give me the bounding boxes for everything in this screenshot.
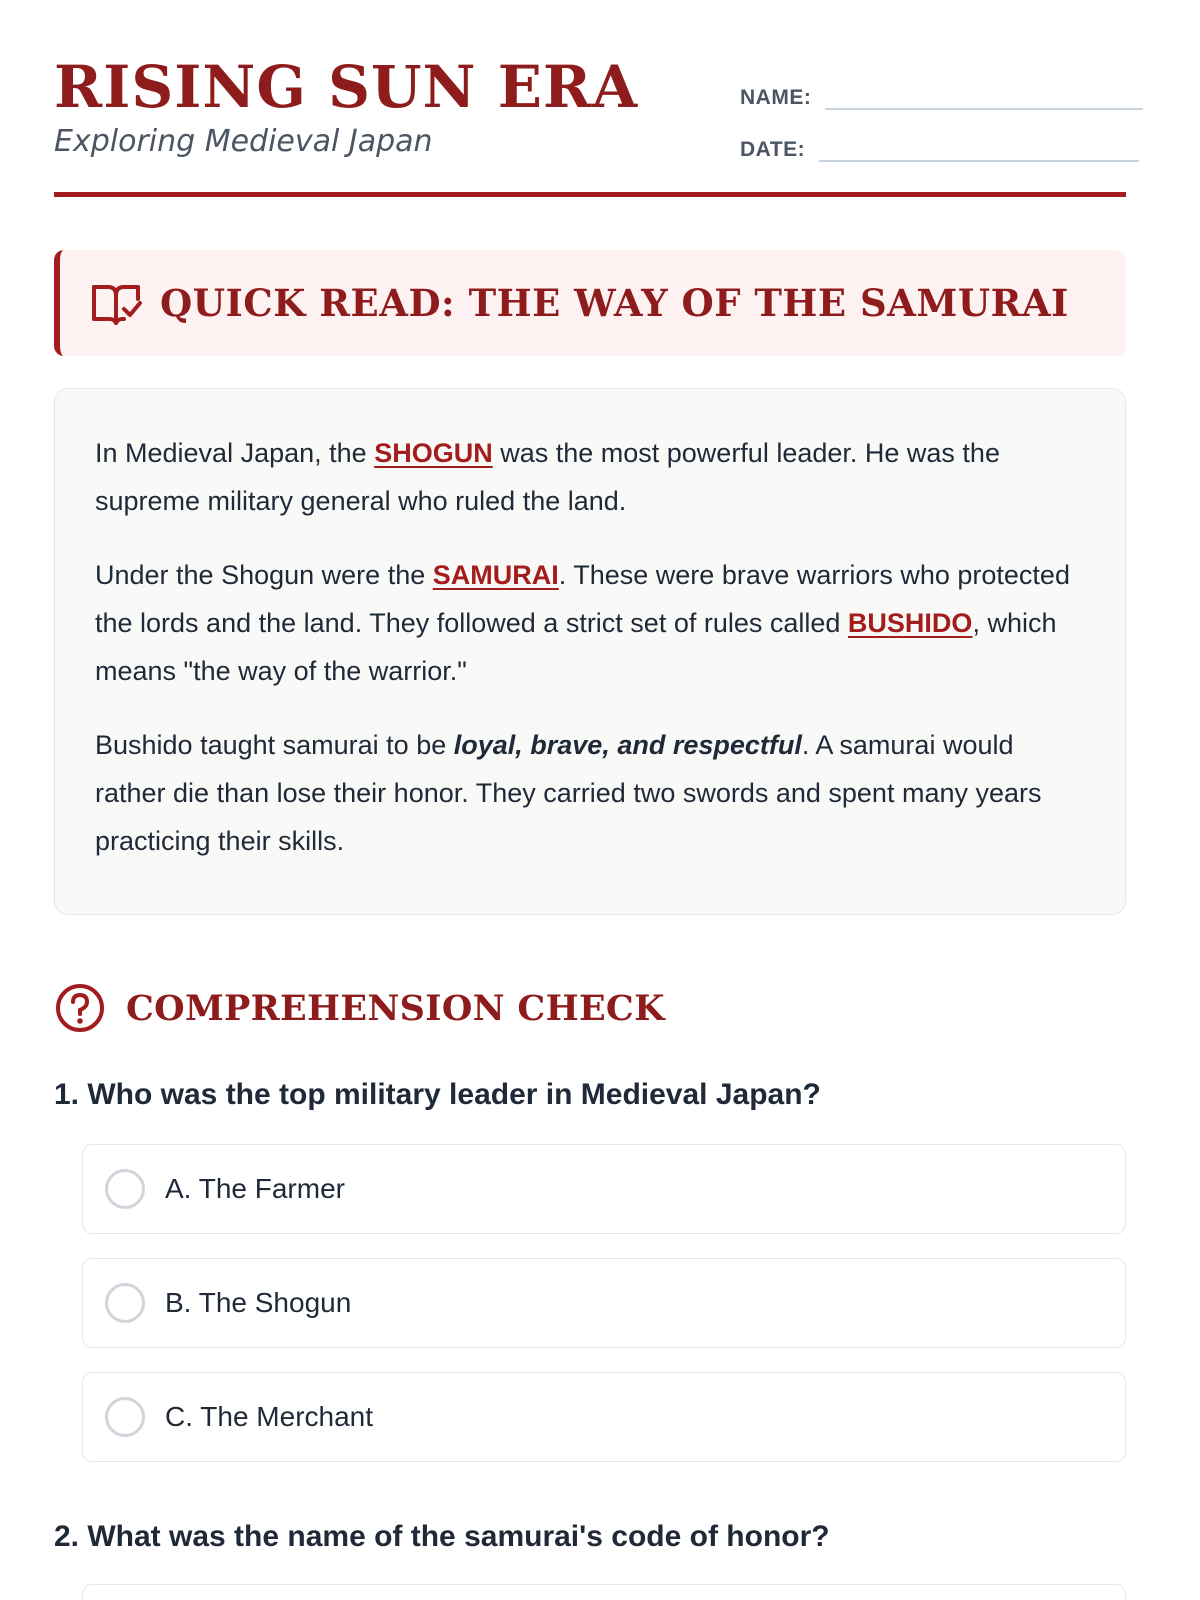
- vocab-term-bushido: BUSHIDO: [847, 608, 973, 638]
- radio-button[interactable]: [105, 1397, 145, 1437]
- quick-read-banner: [54, 250, 1126, 356]
- paragraph-3: [95, 721, 1085, 865]
- answer-option-partial[interactable]: [82, 1584, 1126, 1600]
- text-span: Under the Shogun were the: [95, 560, 433, 590]
- text-span: was the most powerful leader. He was the supreme military general who ruled the land.: [95, 438, 1000, 516]
- quick-read-title: QUICK READ: THE WAY OF THE SAMURAI: [160, 281, 1069, 325]
- worksheet-subtitle: Exploring Medieval Japan: [54, 124, 433, 159]
- text-span: . A samurai would rather die than lose their honor. They carried two swords and spent many years practicing their skills.: [95, 730, 1042, 856]
- paragraph-2: [95, 551, 1085, 695]
- radio-button[interactable]: [105, 1283, 145, 1323]
- text-span: . These were brave warriors who protected the lords and the land. They followed a strict set of rules called: [95, 560, 1070, 638]
- reading-passage: [54, 388, 1126, 915]
- radio-button[interactable]: [105, 1169, 145, 1209]
- header-divider: [54, 192, 1126, 197]
- answer-option-a[interactable]: [82, 1144, 1126, 1234]
- comprehension-heading: [54, 982, 665, 1034]
- text-span: , which means "the way of the warrior.": [95, 608, 1057, 686]
- answer-option-c[interactable]: [82, 1372, 1126, 1462]
- question-1: 1. Who was the top military leader in Medieval Japan?: [54, 1078, 821, 1111]
- worksheet-header: [54, 52, 1126, 202]
- date-input-line[interactable]: [819, 132, 1139, 162]
- vocab-term-shogun: SHOGUN: [374, 438, 493, 468]
- worksheet-title: RISING SUN ERA: [54, 53, 639, 121]
- question-circle-icon: [54, 982, 106, 1034]
- question-2: 2. What was the name of the samurai's code of honor?: [54, 1520, 830, 1553]
- name-label: NAME:: [740, 86, 812, 109]
- paragraph-1: [95, 429, 1085, 525]
- option-label: C. The Merchant: [165, 1401, 374, 1432]
- option-label: A. The Farmer: [165, 1173, 345, 1204]
- date-label: DATE:: [740, 138, 806, 161]
- text-span: In Medieval Japan, the: [95, 438, 375, 468]
- answer-option-b[interactable]: [82, 1258, 1126, 1348]
- date-field[interactable]: [740, 132, 1139, 162]
- name-input-line[interactable]: [825, 80, 1143, 110]
- vocab-term-samurai: SAMURAI: [432, 560, 559, 590]
- text-span: Bushido taught samurai to be: [95, 730, 454, 760]
- comprehension-title: COMPREHENSION CHECK: [126, 987, 665, 1029]
- emphasis-virtues: loyal, brave, and respectful: [453, 730, 802, 760]
- book-check-icon: [90, 279, 142, 327]
- option-label: B. The Shogun: [165, 1287, 352, 1318]
- name-field[interactable]: [740, 80, 1143, 110]
